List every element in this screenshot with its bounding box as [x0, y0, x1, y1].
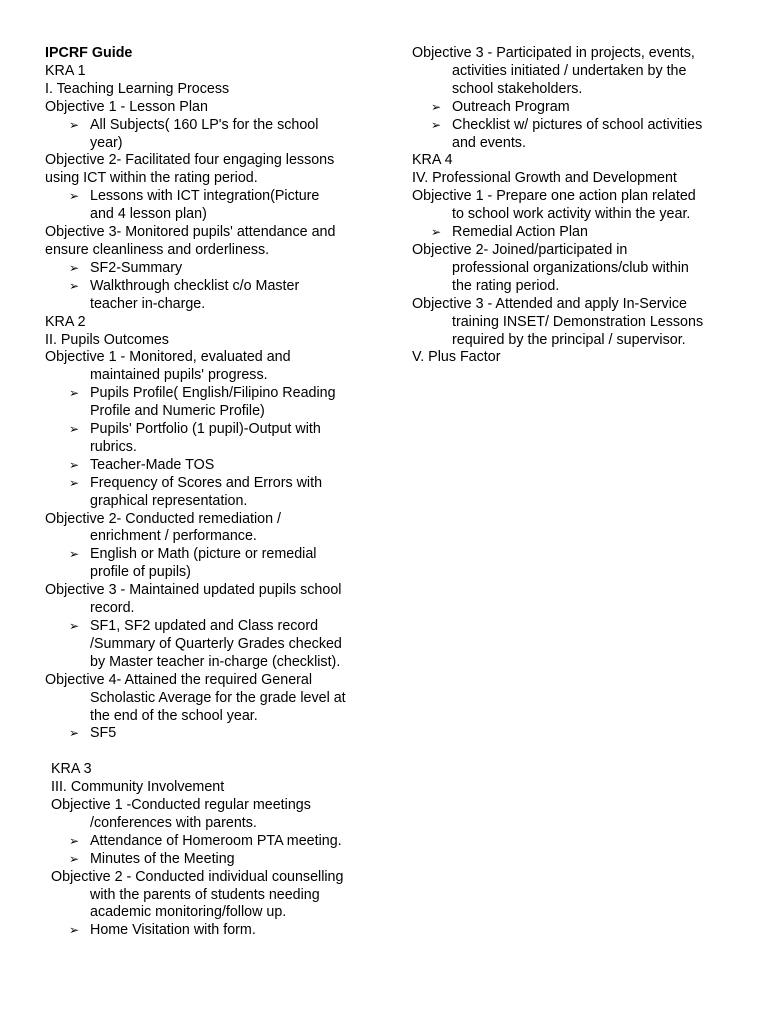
bullet-text: teacher in-charge.: [90, 295, 206, 312]
bullet-item: [45, 546, 375, 582]
arrow-bullet-icon: ➢: [431, 99, 442, 114]
bullet-text: SF5: [90, 725, 117, 742]
arrow-bullet-icon: ➢: [69, 260, 80, 275]
objective-line: professional organizations/club within: [452, 259, 689, 276]
bullet-text: Frequency of Scores and Errors with: [90, 474, 323, 491]
bullet-text: /Summary of Quarterly Grades checked: [90, 635, 342, 652]
bullet-text: year): [90, 134, 123, 151]
arrow-bullet-icon: ➢: [69, 278, 80, 293]
arrow-bullet-icon: ➢: [69, 726, 80, 741]
bullet-text: rubrics.: [90, 438, 137, 455]
objective-line: Objective 2- Conducted remediation /: [45, 510, 282, 527]
bullet-text: Remedial Action Plan: [452, 224, 588, 241]
arrow-bullet-icon: ➢: [69, 475, 80, 490]
arrow-bullet-icon: ➢: [431, 117, 442, 132]
arrow-bullet-icon: ➢: [69, 117, 80, 132]
arrow-bullet-icon: ➢: [431, 225, 442, 240]
bullet-item: [45, 385, 375, 421]
kra-heading: KRA 4: [412, 152, 453, 169]
bullet-text: English or Math (picture or remedial: [90, 546, 317, 563]
bullet-item: [51, 922, 375, 940]
kra-heading: KRA 1: [45, 62, 86, 79]
objective-line: Objective 2- Joined/participated in: [412, 241, 628, 258]
kra3-block: [45, 761, 375, 940]
document-title: IPCRF Guide: [45, 45, 133, 61]
right-column: [412, 45, 742, 367]
bullet-item: [45, 618, 375, 672]
arrow-bullet-icon: ➢: [69, 457, 80, 472]
arrow-bullet-icon: ➢: [69, 851, 80, 866]
objective-line: maintained pupils' progress.: [90, 367, 268, 384]
bullet-item: [412, 99, 742, 117]
section-heading: V. Plus Factor: [412, 349, 501, 366]
bullet-text: All Subjects( 160 LP's for the school: [90, 116, 319, 133]
bullet-text: and events.: [452, 134, 526, 151]
objective-line: /conferences with parents.: [90, 814, 257, 831]
bullet-text: SF2-Summary: [90, 259, 183, 276]
kra-heading: KRA 3: [51, 761, 92, 778]
bullet-item: [45, 117, 375, 153]
objective-line: record.: [90, 600, 135, 617]
bullet-text: and 4 lesson plan): [90, 206, 207, 223]
bullet-text: Lessons with ICT integration(Picture: [90, 188, 320, 205]
objective-line: the end of the school year.: [90, 707, 258, 724]
left-column: [45, 45, 375, 940]
bullet-item: [45, 475, 375, 511]
objective-line: activities initiated / undertaken by the: [452, 62, 687, 79]
section-heading: I. Teaching Learning Process: [45, 80, 230, 97]
arrow-bullet-icon: ➢: [69, 923, 80, 938]
section-heading: IV. Professional Growth and Development: [412, 170, 677, 187]
objective-line: Objective 1 - Monitored, evaluated and: [45, 349, 291, 366]
objective-line: Objective 1 - Prepare one action plan related: [412, 188, 696, 205]
objective-line: Scholastic Average for the grade level at: [90, 689, 346, 706]
bullet-text: SF1, SF2 updated and Class record: [90, 618, 319, 634]
bullet-item: [45, 725, 375, 743]
bullet-item: [51, 833, 375, 851]
kra-heading: KRA 2: [45, 313, 86, 330]
bullet-text: Teacher-Made TOS: [90, 456, 215, 473]
objective-line: using ICT within the rating period.: [45, 170, 258, 187]
objective-line: Objective 3- Monitored pupils' attendance and: [45, 224, 336, 241]
arrow-bullet-icon: ➢: [69, 386, 80, 401]
objective-line: ensure cleanliness and orderliness.: [45, 241, 270, 258]
bullet-text: by Master teacher in-charge (checklist).: [90, 653, 341, 670]
arrow-bullet-icon: ➢: [69, 422, 80, 437]
objective-line: Objective 2 - Conducted individual counselling: [51, 868, 344, 885]
bullet-text: profile of pupils): [90, 564, 191, 581]
section-heading: III. Community Involvement: [51, 779, 225, 796]
bullet-text: Outreach Program: [452, 98, 570, 115]
objective-line: training INSET/ Demonstration Lessons: [452, 313, 704, 330]
bullet-text: Minutes of the Meeting: [90, 850, 235, 867]
objective-line: with the parents of students needing: [90, 886, 320, 903]
objective-line: the rating period.: [452, 277, 560, 294]
arrow-bullet-icon: ➢: [69, 619, 80, 633]
bullet-text: Profile and Numeric Profile): [90, 403, 265, 420]
objective-line: to school work activity within the year.: [452, 206, 691, 223]
objective-line: Objective 3 - Maintained updated pupils school: [45, 582, 342, 599]
objective-line: enrichment / performance.: [90, 528, 257, 545]
bullet-item: [45, 278, 375, 314]
bullet-text: Home Visitation with form.: [90, 922, 256, 939]
objective-line: Objective 4- Attained the required General: [45, 671, 313, 688]
bullet-text: Checklist w/ pictures of school activities: [452, 116, 703, 133]
bullet-item: [45, 457, 375, 475]
objective-line: school stakeholders.: [452, 80, 583, 97]
blank-line: [45, 743, 375, 761]
bullet-text: Walkthrough checklist c/o Master: [90, 277, 300, 294]
bullet-text: Attendance of Homeroom PTA meeting.: [90, 832, 342, 849]
bullet-item: [45, 421, 375, 457]
objective-line: academic monitoring/follow up.: [90, 904, 287, 921]
section-heading: II. Pupils Outcomes: [45, 331, 169, 348]
objective-line: Objective 1 - Lesson Plan: [45, 98, 208, 115]
bullet-text: Pupils Profile( English/Filipino Reading: [90, 385, 336, 402]
bullet-item: [412, 224, 742, 242]
objective-line: Objective 2- Facilitated four engaging lessons: [45, 152, 335, 169]
bullet-text: Pupils' Portfolio (1 pupil)-Output with: [90, 421, 321, 438]
objective-line: required by the principal / supervisor.: [452, 331, 686, 348]
bullet-item: [45, 260, 375, 278]
arrow-bullet-icon: ➢: [69, 189, 80, 204]
arrow-bullet-icon: ➢: [69, 547, 80, 562]
bullet-item: [51, 851, 375, 869]
bullet-text: graphical representation.: [90, 492, 248, 509]
objective-line: Objective 1 -Conducted regular meetings: [51, 797, 311, 814]
objective-line: Objective 3 - Attended and apply In-Service: [412, 295, 687, 312]
bullet-item: [45, 188, 375, 224]
objective-line: Objective 3 - Participated in projects, events,: [412, 45, 695, 61]
bullet-item: [412, 117, 742, 153]
arrow-bullet-icon: ➢: [69, 833, 80, 848]
